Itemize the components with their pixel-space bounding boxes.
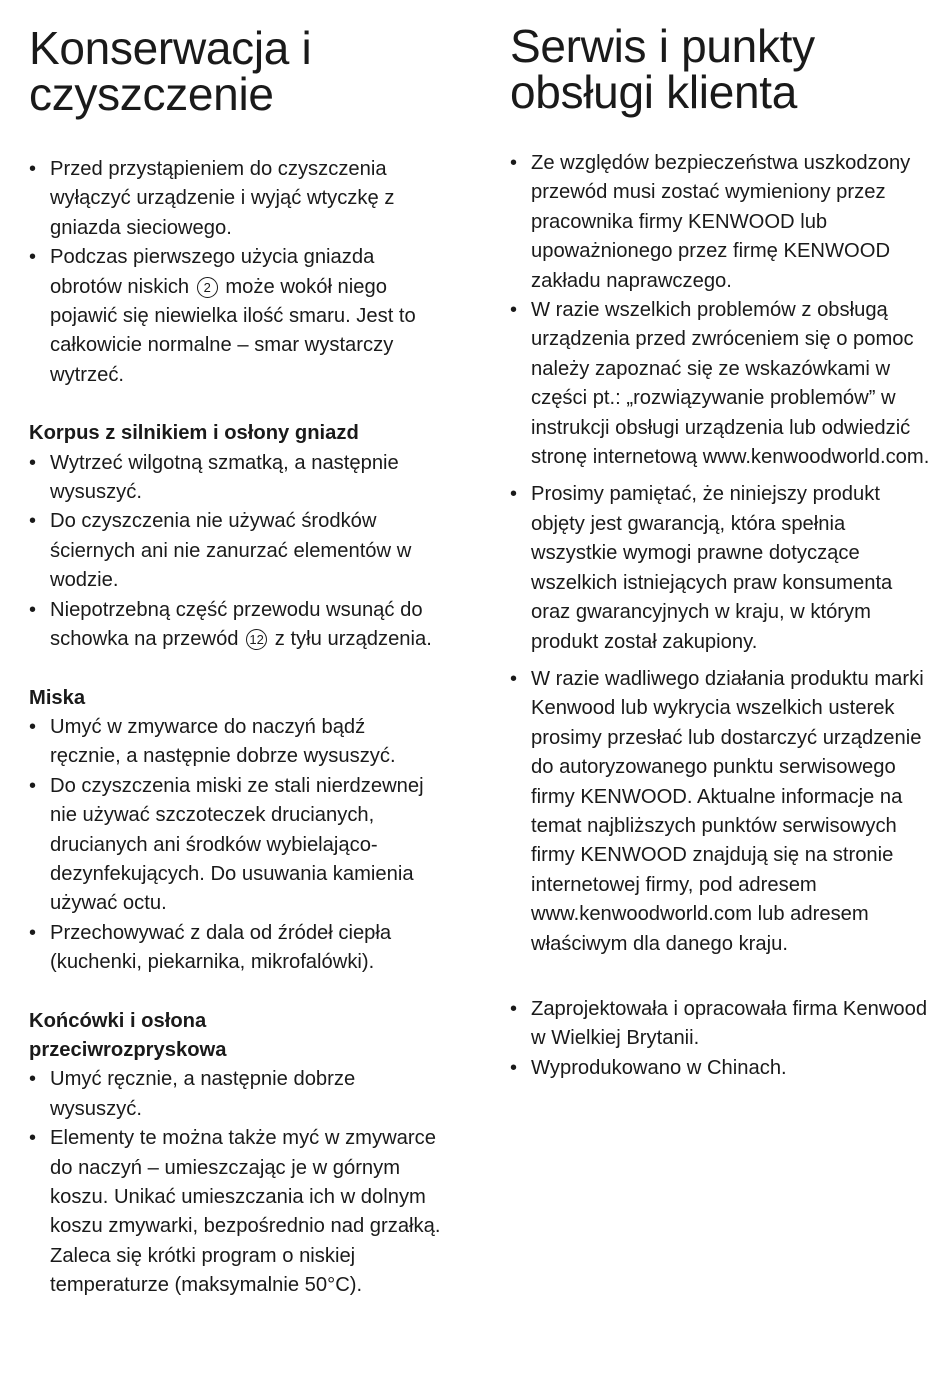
section-title-line: przeciwrozpryskowa	[29, 1038, 227, 1061]
list-item: • Wytrzeć wilgotną szmatką, a następnie wysuszyć.	[29, 449, 441, 508]
section-title-line: Końcówki i osłona	[29, 1009, 207, 1032]
tools-list	[29, 1065, 441, 1300]
list-item: • W razie wszelkich problemów z obsługą urządzenia przed zwróceniem się o pomoc należy zapoznać się ze wskazówkami w części pt.: „rozwiązywanie problemów” w instrukcji obsługi urządzenia lub odwiedzić stronę internetową www.kenwoodworld.com.	[510, 296, 930, 472]
maintenance-column	[29, 0, 441, 1301]
list-item: • Prosimy pamiętać, że niniejszy produkt objęty jest gwarancją, która spełnia wszystkie wymogi prawne dotyczące wszelkich istniejących praw konsumenta oraz gwarancyjnych w kraju, w którym produkt został zakupiony.	[510, 480, 930, 656]
list-item	[29, 243, 441, 390]
motor-unit-list	[29, 449, 441, 655]
item-text: może wokół niego pojawić się niewielka ilość smaru. Jest to całkowicie normalne – smar wystarczy wytrzeć.	[50, 275, 416, 386]
heading-line: czyszczenie	[29, 68, 274, 120]
maintenance-heading	[29, 0, 441, 120]
heading-line: Serwis i punkty	[510, 20, 815, 72]
list-item: • Do czyszczenia nie używać środków ściernych ani nie zanurzać elementów w wodzie.	[29, 507, 441, 595]
list-item: • Przechowywać z dala od źródeł ciepła (kuchenki, piekarnika, mikrofalówki).	[29, 919, 441, 978]
part-number-badge: 2	[197, 277, 218, 298]
item-text: z tyłu urządzenia.	[274, 628, 432, 651]
heading-line: obsługi klienta	[510, 66, 798, 118]
list-item: • Umyć ręcznie, a następnie dobrze wysuszyć.	[29, 1065, 441, 1124]
bowl-list	[29, 713, 441, 978]
list-item: • Umyć w zmywarce do naczyń bądź ręcznie, a następnie dobrze wysuszyć.	[29, 713, 441, 772]
part-number-badge: 12	[246, 629, 267, 650]
heading-line: Konserwacja i	[29, 22, 312, 74]
section-title-tools	[29, 1007, 441, 1066]
item-text: Niepotrzebną część przewodu wsunąć do schowka na przewód	[50, 598, 423, 651]
list-item: • Ze względów bezpieczeństwa uszkodzony przewód musi zostać wymieniony przez pracownika firmy KENWOOD lub upoważnionego przez firmę KENWOOD zakładu naprawczego.	[510, 149, 930, 296]
item-text: Podczas pierwszego użycia gniazda obrotów niskich	[50, 246, 375, 298]
list-item: • W razie wadliwego działania produktu marki Kenwood lub wykrycia wszelkich usterek prosimy przesłać lub dostarczyć urządzenie do autoryzowanego punktu serwisowego firmy KENWOOD. Aktualne informacje na temat najbliższych punktów serwisowych firmy KENWOOD znajdują się na stronie internetowej firmy, pod adresem www.kenwoodworld.com lub adresem właściwym dla danego kraju.	[510, 665, 930, 959]
list-item: • Wyprodukowano w Chinach.	[510, 1054, 930, 1083]
list-item: • Zaprojektowała i opracowała firma Kenwood w Wielkiej Brytanii.	[510, 995, 930, 1054]
service-list	[510, 149, 930, 959]
list-item	[29, 596, 441, 655]
intro-list	[29, 155, 441, 390]
list-item: • Do czyszczenia miski ze stali nierdzewnej nie używać szczoteczek drucianych, drucianych ani środków wybielająco-dezynfekujących. Do usuwania kamienia używać octu.	[29, 772, 441, 919]
list-item: • Przed przystąpieniem do czyszczenia wyłączyć urządzenie i wyjąć wtyczkę z gniazda sieciowego.	[29, 155, 441, 243]
origin-list	[510, 995, 930, 1083]
service-column	[510, 0, 930, 1083]
section-title-bowl: Miska	[29, 686, 86, 709]
list-item: • Elementy te można także myć w zmywarce do naczyń – umieszczając je w górnym koszu. Unikać umieszczania ich w dolnym koszu zmywarki, bezpośrednio nad grzałką. Zaleca się krótki program o niskiej temperaturze (maksymalnie 50°C).	[29, 1124, 441, 1300]
service-heading	[510, 0, 930, 118]
section-title-motor-unit: Korpus z silnikiem i osłony gniazd	[29, 422, 359, 445]
